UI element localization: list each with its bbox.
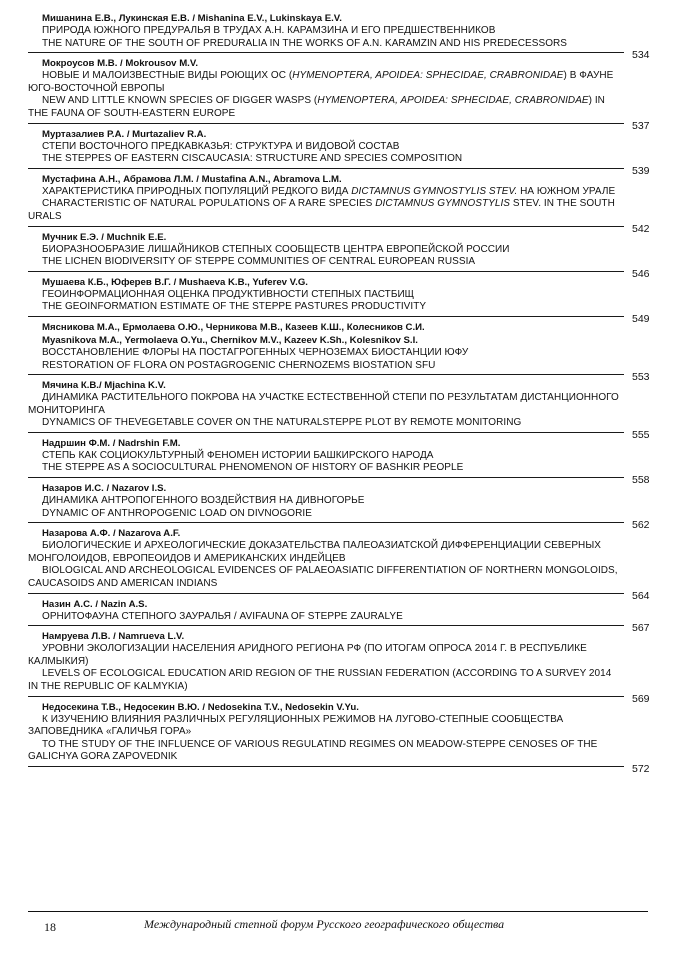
entry-authors: Мокроусов М.В. / Mokrousov M.V. xyxy=(42,58,199,70)
toc-entry xyxy=(28,598,650,635)
entry-authors: Недосекина Т.В., Недосекин В.Ю. / Nedosekina T.V., Nedosekin V.Yu. xyxy=(42,701,359,713)
entry-title-en: RESTORATION OF FLORA ON POSTAGROGENIC CHERNOZEMS BIOSTATION SFU xyxy=(42,359,436,371)
entry-authors: Мучник Е.Э. / Muchnik E.E. xyxy=(42,231,167,243)
entry-title-ru: УРОВНИ ЭКОЛОГИЗАЦИИ НАСЕЛЕНИЯ АРИДНОГО РЕГИОНА РФ (ПО ИТОГАМ ОПРОСА 2014 Г. В РЕСПУБЛИКЕ КАЛМЫКИЯ) xyxy=(28,643,587,667)
entry-title-en: LEVELS OF ECOLOGICAL EDUCATION ARID REGION OF THE RUSSIAN FEDERATION (ACCORDING TO A SURVEY 2014 IN THE REPUBLIC OF KALMYKIA) xyxy=(28,668,612,692)
entry-page-number: 562 xyxy=(632,519,650,532)
entry-page-number: 546 xyxy=(632,267,650,280)
toc-entry xyxy=(28,482,650,532)
entry-page-number: 569 xyxy=(632,692,650,705)
entry-page-number: 572 xyxy=(632,762,650,775)
entry-title-ru: БИОРАЗНООБРАЗИЕ ЛИШАЙНИКОВ СТЕПНЫХ СООБЩЕСТВ ЦЕНТРА ЕВРОПЕЙСКОЙ РОССИИ xyxy=(42,243,510,255)
entry-authors: Назарова А.Ф. / Nazarova A.F. xyxy=(42,528,181,540)
toc-entry xyxy=(28,379,650,441)
entry-authors: Намруева Л.В. / Namrueva L.V. xyxy=(42,631,185,643)
entry-title-ru: ДИНАМИКА РАСТИТЕЛЬНОГО ПОКРОВА НА УЧАСТКЕ ЕСТЕСТВЕННОЙ СТЕПИ ПО РЕЗУЛЬТАТАМ ДИСТАНЦИОННОГО МОНИТОРИНГА xyxy=(28,392,619,416)
entry-title-ru: СТЕПИ ВОСТОЧНОГО ПРЕДКАВКАЗЬЯ: СТРУКТУРА И ВИДОВОЙ СОСТАВ xyxy=(42,140,400,152)
entry-title-ru: НОВЫЕ И МАЛОИЗВЕСТНЫЕ ВИДЫ РОЮЩИХ ОС (HYMENOPTERA, APOIDEA: SPHECIDAE, CRABRONIDAE) В ФАУНЕ ЮГО-ВОСТОЧНОЙ ЕВРОПЫ xyxy=(28,70,614,94)
entry-authors: Мясникова М.А., Ермолаева О.Ю., Черникова М.В., Казеев К.Ш., Колесников С.И. xyxy=(42,321,425,333)
entry-title-ru: ОРНИТОФАУНА СТЕПНОГО ЗАУРАЛЬЯ / AVIFAUNA OF STEPPE ZAURALYE xyxy=(42,610,403,622)
entry-authors: Мишанина Е.В., Лукинская Е.В. / Mishanina E.V., Lukinskaya E.V. xyxy=(42,13,342,24)
entry-title-en: NEW AND LITTLE KNOWN SPECIES OF DIGGER WASPS (HYMENOPTERA, APOIDEA: SPHECIDAE, CRABRONIDAE) IN THE FAUNA OF SOUTH-EASTERN EUROPE xyxy=(28,95,605,119)
entry-page-number: 539 xyxy=(632,164,650,177)
entry-authors: Надршин Ф.М. / Nadrshin F.M. xyxy=(42,437,181,449)
page-footer xyxy=(28,911,648,934)
entry-title-ru: ХАРАКТЕРИСТИКА ПРИРОДНЫХ ПОПУЛЯЦИЙ РЕДКОГО ВИДА DICTAMNUS GYMNOSTYLIS STEV. НА ЮЖНОМ УРАЛЕ xyxy=(42,185,616,197)
entry-authors-latin: Myasnikova M.A., Yermolaeva O.Yu., Chernikov M.V., Kazeev K.Sh., Kolesnikov S.I. xyxy=(42,334,418,346)
entry-page-number: 555 xyxy=(632,428,650,441)
entry-title-ru: К ИЗУЧЕНИЮ ВЛИЯНИЯ РАЗЛИЧНЫХ РЕГУЛЯЦИОННЫХ РЕЖИМОВ НА ЛУГОВО-СТЕПНЫЕ СООБЩЕСТВА ЗАПОВЕДНИКА «ГАЛИЧЬЯ ГОРА» xyxy=(28,713,564,738)
entry-authors: Назин А.С. / Nazin A.S. xyxy=(42,598,148,610)
entry-title-en: CHARACTERISTIC OF NATURAL POPULATIONS OF A RARE SPECIES DICTAMNUS GYMNOSTYLIS STEV. IN THE SOUTH URALS xyxy=(28,198,615,222)
toc-entry xyxy=(28,527,650,602)
entry-page-number: 567 xyxy=(632,622,650,635)
entry-title-en: DYNAMICS OF THEVEGETABLE COVER ON THE NATURALSTEPPE PLOT BY REMOTE MONITORING xyxy=(42,417,522,429)
entry-title-ru: ПРИРОДА ЮЖНОГО ПРЕДУРАЛЬЯ В ТРУДАХ А.Н. КАРАМЗИНА И ЕГО ПРЕДШЕСТВЕННИКОВ xyxy=(42,25,496,36)
footer-publication-title: Международный степной форум Русского географического общества xyxy=(144,917,505,931)
toc-entry xyxy=(28,231,650,280)
entry-title-ru: ГЕОИНФОРМАЦИОННАЯ ОЦЕНКА ПРОДУКТИВНОСТИ СТЕПНЫХ ПАСТБИЩ xyxy=(42,288,415,300)
toc-entry xyxy=(28,128,650,177)
entry-page-number: 558 xyxy=(632,474,650,487)
entry-page-number: 564 xyxy=(632,589,650,602)
entry-authors: Мустафина А.Н., Абрамова Л.М. / Mustafina A.N., Abramova L.M. xyxy=(42,173,342,185)
entry-page-number: 553 xyxy=(632,371,650,384)
entry-title-en: BIOLOGICAL AND ARCHEOLOGICAL EVIDENCES OF PALAEOASIATIC DIFFERENTIATION OF NORTHERN MONGOLOIDS, CAUCASOIDS AND AMERICAN INDIANS xyxy=(28,565,618,590)
entry-title-en: THE STEPPE AS A SOCIOCULTURAL PHENOMENON OF HISTORY OF BASHKIR PEOPLE xyxy=(42,462,464,474)
entry-title-ru: ВОССТАНОВЛЕНИЕ ФЛОРЫ НА ПОСТАГРОГЕННЫХ ЧЕРНОЗЕМАХ БИОСТАНЦИИ ЮФУ xyxy=(42,346,469,358)
footer-page-number: 18 xyxy=(44,920,56,934)
entry-title-en: DYNAMIC OF ANTHROPOGENIC LOAD ON DIVNOGORIE xyxy=(42,507,312,519)
toc-entry xyxy=(28,12,650,62)
toc-entry xyxy=(28,701,650,775)
entry-title-en: TO THE STUDY OF THE INFLUENCE OF VARIOUS REGULATIND REGIMES ON MEADOW-STEPPE CENOSES OF THE GALICHYA GORA ZAPOVEDNIK xyxy=(28,738,598,763)
toc-entry xyxy=(28,630,650,705)
entry-title-en: THE NATURE OF THE SOUTH OF PREDURALIA IN THE WORKS OF A.N. KARAMZIN AND HIS PREDECESSORS xyxy=(42,37,568,49)
entry-title-en: THE STEPPES OF EASTERN CISCAUCASIA: STRUCTURE AND SPECIES COMPOSITION xyxy=(42,153,463,165)
entry-page-number: 542 xyxy=(632,222,650,235)
entry-authors: Мушаева К.Б., Юферев В.Г. / Mushaeva K.B., Yuferev V.G. xyxy=(42,276,308,288)
entry-authors: Мячина К.В./ Mjachina K.V. xyxy=(42,380,166,392)
entry-authors: Назаров И.С. / Nazarov I.S. xyxy=(42,483,167,495)
table-of-contents xyxy=(28,12,650,775)
entry-page-number: 537 xyxy=(632,119,650,132)
toc-entry xyxy=(28,57,650,132)
entry-page-number: 549 xyxy=(632,312,650,325)
entry-title-ru: ДИНАМИКА АНТРОПОГЕННОГО ВОЗДЕЙСТВИЯ НА ДИВНОГОРЬЕ xyxy=(42,495,365,507)
entry-page-number: 534 xyxy=(632,49,650,62)
entry-title-en: THE GEOINFORMATION ESTIMATE OF THE STEPPE PASTURES PRODUCTIVITY xyxy=(42,301,427,313)
toc-entry xyxy=(28,437,650,487)
entry-authors: Муртазалиев Р.А. / Murtazaliev R.A. xyxy=(42,128,207,140)
toc-entry xyxy=(28,321,650,384)
toc-entry xyxy=(28,276,650,325)
entry-title-en: THE LICHEN BIODIVERSITY OF STEPPE COMMUNITIES OF CENTRAL EUROPEAN RUSSIA xyxy=(42,256,476,268)
toc-entry xyxy=(28,173,650,235)
entry-title-ru: СТЕПЬ КАК СОЦИОКУЛЬТУРНЫЙ ФЕНОМЕН ИСТОРИИ БАШКИРСКОГО НАРОДА xyxy=(42,449,434,461)
entry-title-ru: БИОЛОГИЧЕСКИЕ И АРХЕОЛОГИЧЕСКИЕ ДОКАЗАТЕЛЬСТВА ПАЛЕОАЗИАТСКОЙ ДИФФЕРЕНЦИАЦИИ СЕВЕРНЫХ МОНГОЛОИДОВ, ЕВРОПЕОИДОВ И АМЕРИКАНСКИХ ИНДЕЙЦЕВ xyxy=(28,540,601,564)
